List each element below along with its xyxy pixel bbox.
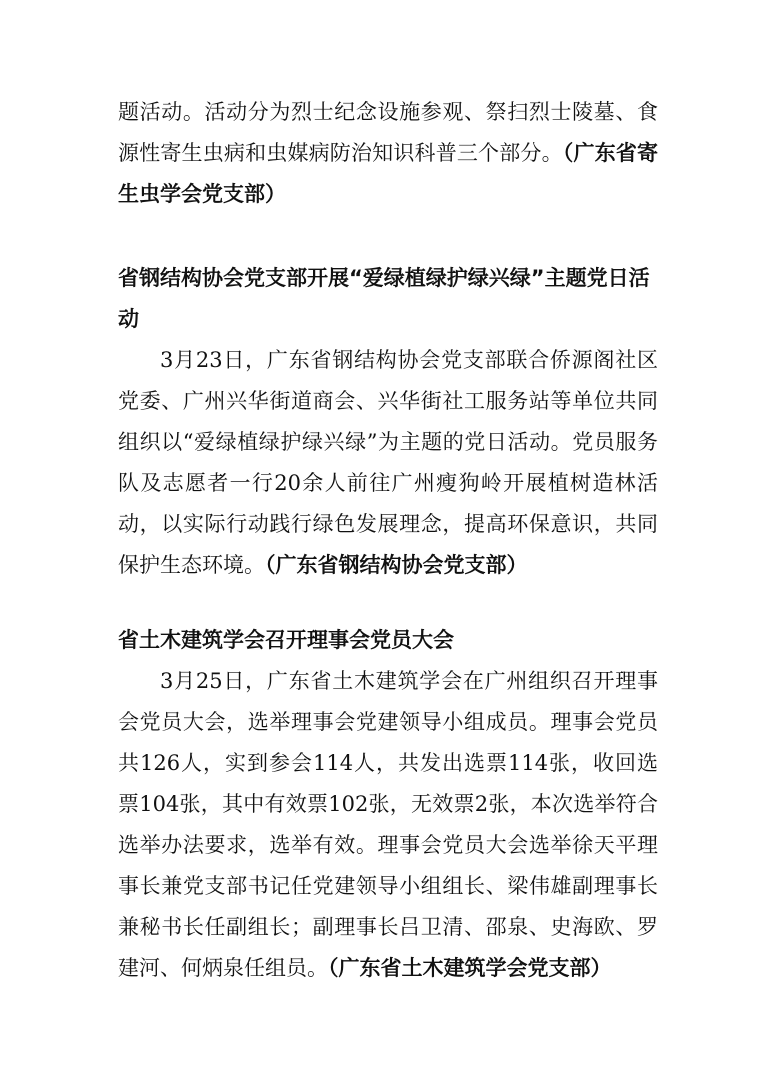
article-source: （广东省钢结构协会党支部） xyxy=(265,553,528,577)
article-body: 3月23日，广东省钢结构协会党支部联合侨源阁社区党委、广州兴华街道商会、兴华街社工服务站等单位共同组织以“爱绿植绿护绿兴绿”为主题的党日活动。党员服务队及志愿者一行20余人前往广州瘦狗岭开展植树造林活动，以实际行动践行绿色发展理念，提高环保意识，共同保护生态环境。 xyxy=(118,348,658,577)
continuation-section xyxy=(118,92,658,215)
article-title: 省钢结构协会党支部开展“爱绿植绿护绿兴绿”主题党日活动 xyxy=(118,266,650,331)
article-civil-engineering xyxy=(118,620,658,989)
article-body-paragraph xyxy=(118,661,658,989)
continuation-source: （广东省寄生虫学会党支部） xyxy=(118,141,659,206)
article-body-paragraph xyxy=(118,340,658,586)
article-source: （广东省土木建筑学会党支部） xyxy=(328,956,612,980)
article-title: 省土木建筑学会召开理事会党员大会 xyxy=(118,628,454,652)
continuation-paragraph xyxy=(118,92,658,215)
article-body: 3月25日，广东省土木建筑学会在广州组织召开理事会党员大会，选举理事会党建领导小组成员。理事会党员共126人，实到参会114人，共发出选票114张，收回选票104张，其中有效票102张，无效票2张，本次选举符合选举办法要求，选举有效。理事会党员大会选举徐天平理事长兼党支部书记任党建领导小组组长、梁伟雄副理事长兼秘书长任副组长；副理事长吕卫清、邵泉、史海欧、罗建河、何炳泉任组员。 xyxy=(118,669,658,980)
article-steel-structure xyxy=(118,258,658,586)
continuation-text: 题活动。活动分为烈士纪念设施参观、祭扫烈士陵墓、食源性寄生虫病和虫媒病防治知识科普三个部分。 xyxy=(118,100,658,165)
